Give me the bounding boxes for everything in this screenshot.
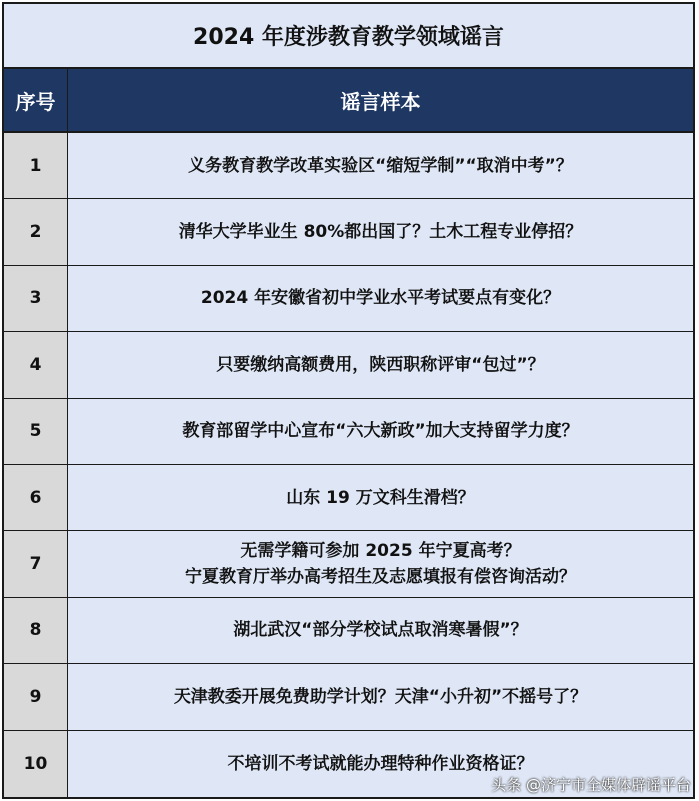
row-num: 7 [4, 531, 68, 597]
row-num: 1 [4, 133, 68, 199]
row-content [68, 465, 693, 531]
header-content: 谣言样本 [68, 69, 693, 133]
row-content [68, 332, 693, 398]
table-title: 2024 年度涉教育教学领域谣言 [4, 4, 693, 69]
row-content [68, 531, 693, 597]
row-line: 教育部留学中心宣布“六大新政”加大支持留学力度？ [182, 421, 579, 442]
row-content [68, 133, 693, 199]
watermark: 头条 @济宁市全媒体辟谣平台 [491, 776, 691, 794]
row-line: 不培训不考试就能办理特种作业资格证？ [227, 753, 534, 774]
row-num: 8 [4, 598, 68, 664]
row-content [68, 598, 693, 664]
row-content [68, 664, 693, 730]
rumor-table [2, 2, 695, 799]
row-line: 湖北武汉“部分学校试点取消寒暑假”？ [233, 620, 528, 641]
row-content [68, 199, 693, 265]
row-num: 3 [4, 266, 68, 332]
row-line: 天津教委开展免费助学计划？天津“小升初”不摇号了？ [173, 686, 588, 707]
row-line: 只要缴纳高额费用，陕西职称评审“包过”？ [216, 354, 545, 375]
row-content [68, 266, 693, 332]
row-line: 清华大学毕业生 80%都出国了？土木工程专业停招？ [178, 222, 583, 243]
row-num: 4 [4, 332, 68, 398]
row-line: 无需学籍可参加 2025 年宁夏高考？ [240, 541, 521, 562]
row-line: 山东 19 万文科生滑档？ [286, 487, 475, 508]
row-num: 2 [4, 199, 68, 265]
row-content [68, 399, 693, 465]
row-num: 5 [4, 399, 68, 465]
row-num: 9 [4, 664, 68, 730]
row-num: 6 [4, 465, 68, 531]
row-num: 10 [4, 731, 68, 797]
row-line: 宁夏教育厅举办高考招生及志愿填报有偿咨询活动？ [185, 567, 576, 588]
header-num: 序号 [4, 69, 68, 133]
row-line: 义务教育教学改革实验区“缩短学制”“取消中考”？ [188, 155, 573, 176]
row-line: 2024 年安徽省初中学业水平考试要点有变化？ [200, 288, 561, 309]
